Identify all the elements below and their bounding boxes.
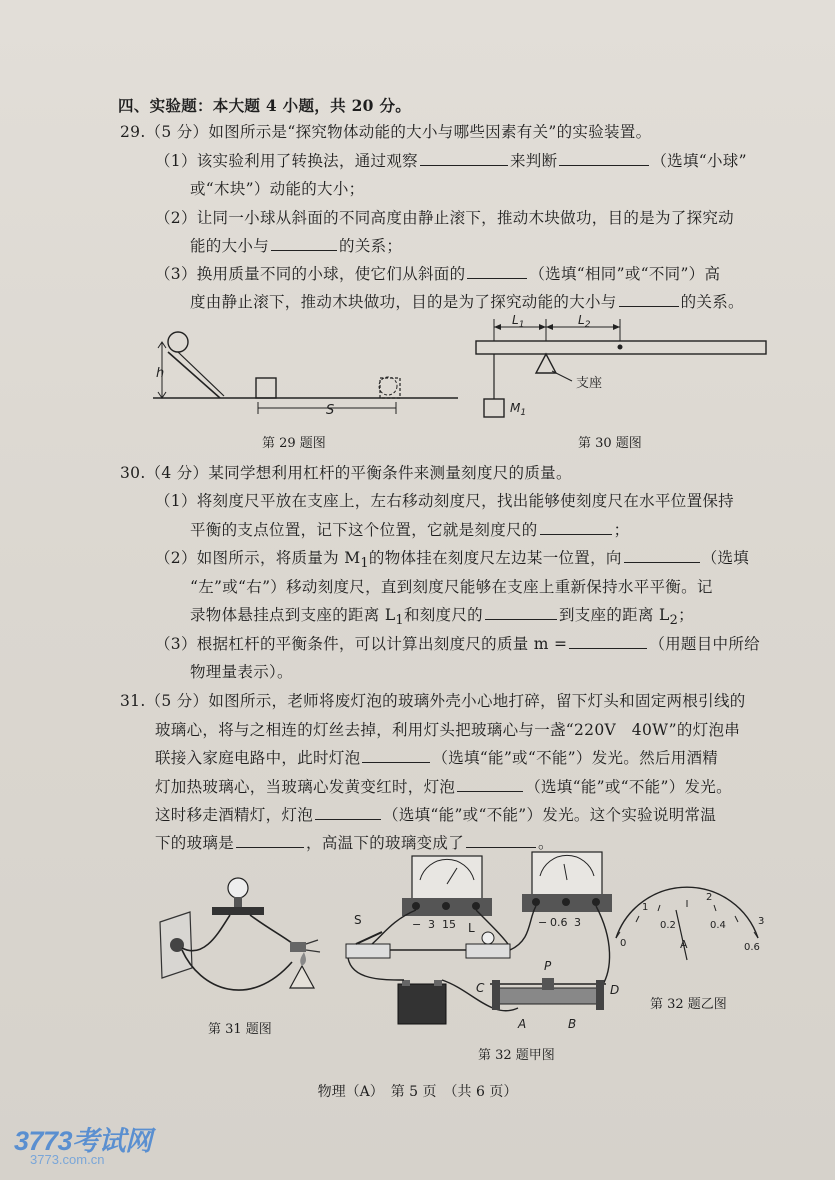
fig31-caption: 第 31 题图	[208, 1022, 272, 1037]
wire	[510, 906, 536, 950]
answer-blank	[457, 790, 523, 792]
dial-needle	[676, 910, 687, 960]
svg-text:2: 2	[706, 892, 713, 903]
wire	[348, 958, 404, 980]
dial-unit: A	[680, 938, 688, 951]
q29-part3-line1: （3）换用质量不同的小球，使它们从斜面的 （选填“相同”或“不同”）高	[155, 265, 721, 283]
q31-line4: 灯加热玻璃心，当玻璃心发黄变红时，灯泡 （选填“能”或“不能”）发光。	[155, 778, 732, 796]
q30-part2-line2: “左”或“右”）移动刻度尺，直到刻度尺能够在支座上重新保持水平平衡。记	[190, 578, 713, 596]
q30-part3-line2: 物理量表示）。	[190, 663, 293, 681]
figure-29	[148, 322, 478, 422]
slider-label: P	[544, 959, 552, 973]
q29-stem: 29.（5 分）如图所示是“探究物体动能的大小与哪些因素有关”的实验装置。	[120, 123, 652, 141]
ball-moved	[379, 377, 397, 395]
svg-text:3: 3	[758, 916, 765, 927]
bulb	[228, 878, 248, 898]
lamp-label: L	[468, 921, 475, 935]
q30-part2-line1: （2）如图所示，将质量为 $M_1$的物体挂在刻度尺左边某一位置，向 （选填	[155, 549, 750, 572]
terminal-b-label: B	[568, 1017, 577, 1031]
answer-blank	[559, 164, 649, 166]
answer-blank	[467, 277, 527, 279]
ammeter	[532, 852, 602, 900]
fig30-caption: 第 30 题图	[578, 436, 642, 451]
glass-core-leads	[306, 940, 320, 952]
answer-blank	[619, 305, 679, 307]
glass-core-holder	[290, 942, 306, 952]
answer-blank	[540, 533, 612, 535]
q30-part2-line3: 录物体悬挂点到支座的距离 $L_1$和刻度尺的 到支座的距离 $L_2$；	[190, 606, 694, 629]
q29-part3-line2: 度由静止滚下，推动木块做功，目的是为了探究动能的大小与 的关系。	[190, 293, 744, 311]
svg-text:0.4: 0.4	[710, 920, 726, 931]
wire	[182, 950, 292, 990]
answer-blank	[420, 164, 508, 166]
terminal-d-label: D	[610, 983, 620, 997]
incline-edge	[178, 352, 224, 396]
svg-text:0.6: 0.6	[744, 942, 760, 953]
mass-m1	[484, 399, 504, 417]
l1-label: $L_1$	[512, 313, 525, 330]
answer-blank	[485, 618, 557, 620]
answer-blank	[271, 249, 337, 251]
q31-line3: 联接入家庭电路中，此时灯泡 （选填“能”或“不能”）发光。然后用酒精	[155, 749, 719, 767]
q30-stem: 30.（4 分）某同学想利用杠杆的平衡条件来测量刻度尺的质量。	[120, 464, 572, 482]
height-label: h	[156, 366, 165, 381]
ball	[168, 332, 188, 352]
alcohol-lamp	[290, 966, 314, 988]
svg-text:−: −	[412, 918, 422, 931]
l2-label: $L_2$	[578, 313, 591, 330]
flame	[300, 952, 306, 966]
distance-label: S	[326, 403, 335, 418]
answer-blank	[362, 761, 430, 763]
q29-part1-line2: 或“木块”）动能的大小；	[190, 180, 365, 198]
svg-text:1: 1	[642, 902, 649, 913]
q31-line2: 玻璃心，将与之相连的灯丝去掉，利用灯头把玻璃心与一盏“220V 40W”的灯泡串	[155, 721, 741, 739]
figure-32-jia	[342, 840, 632, 1040]
fig29-caption: 第 29 题图	[262, 436, 326, 451]
m1-label: $M_1$	[510, 401, 527, 418]
q31-line5: 这时移走酒精灯，灯泡 （选填“能”或“不能”）发光。这个实验说明常温	[155, 806, 717, 824]
q30-part1-line1: （1）将刻度尺平放在支座上，左右移动刻度尺，找出能够使刻度尺在水平位置保持	[155, 492, 734, 510]
battery	[398, 984, 446, 1024]
rheostat	[498, 988, 598, 1004]
watermark-logo: 3773考试网	[14, 1126, 152, 1156]
rheostat-slider	[542, 978, 554, 990]
svg-text:0: 0	[620, 938, 627, 949]
svg-text:−: −	[538, 916, 548, 929]
q29-part2-line2: 能的大小与 的关系；	[190, 237, 403, 255]
q29-part2-line1: （2）让同一小球从斜面的不同高度由静止滚下，推动木块做功，目的是为了探究动	[155, 209, 734, 227]
figure-31	[150, 870, 350, 1010]
switch-label: S	[354, 913, 362, 927]
lamp-holder	[466, 944, 510, 958]
incline	[168, 352, 220, 398]
q30-part3-line1: （3）根据杠杆的平衡条件，可以计算出刻度尺的质量 m = （用题目中所给	[155, 635, 760, 653]
fig32-yi-caption: 第 32 题乙图	[650, 997, 727, 1012]
fig32-jia-caption: 第 32 题甲图	[478, 1048, 555, 1063]
dial-arc	[616, 887, 758, 938]
watermark-url: 3773.com.cn	[30, 1152, 105, 1167]
svg-text:15: 15	[442, 918, 456, 931]
answer-blank	[236, 846, 304, 848]
center-of-mass-dot	[618, 345, 623, 350]
q30-part1-line2: 平衡的支点位置，记下这个位置，它就是刻度尺的 ；	[190, 521, 630, 539]
support-label: 支座	[576, 376, 603, 391]
q31-line1: 31.（5 分）如图所示，老师将废灯泡的玻璃外壳小心地打碎，留下灯头和固定两根引线的	[120, 692, 746, 710]
lamp-holder-base	[212, 907, 264, 915]
answer-blank	[624, 561, 700, 563]
socket-plug	[170, 938, 184, 952]
wood-block	[256, 378, 276, 398]
svg-text:3: 3	[428, 918, 435, 931]
q29-part1-line1: （1）该实验利用了转换法，通过观察 来判断 （选填“小球”	[155, 152, 747, 170]
section-title: 四、实验题：本大题 4 小题，共 20 分。	[118, 96, 412, 115]
lamp	[482, 932, 494, 944]
answer-blank	[315, 818, 381, 820]
figure-32-yi	[606, 894, 776, 974]
page-footer: 物理（A） 第 5 页 （共 6 页）	[317, 1084, 518, 1100]
terminal-a-label: A	[518, 1017, 527, 1031]
figure-30	[474, 313, 774, 423]
svg-text:3: 3	[574, 916, 581, 929]
svg-text:0.6: 0.6	[550, 916, 568, 929]
svg-text:0.2: 0.2	[660, 920, 676, 931]
q31-line6: 下的玻璃是 ，高温下的玻璃变成了 。	[155, 834, 554, 852]
terminal-c-label: C	[476, 981, 485, 995]
switch	[346, 944, 390, 958]
voltmeter	[412, 856, 482, 904]
answer-blank	[569, 647, 647, 649]
support-triangle	[536, 354, 556, 373]
